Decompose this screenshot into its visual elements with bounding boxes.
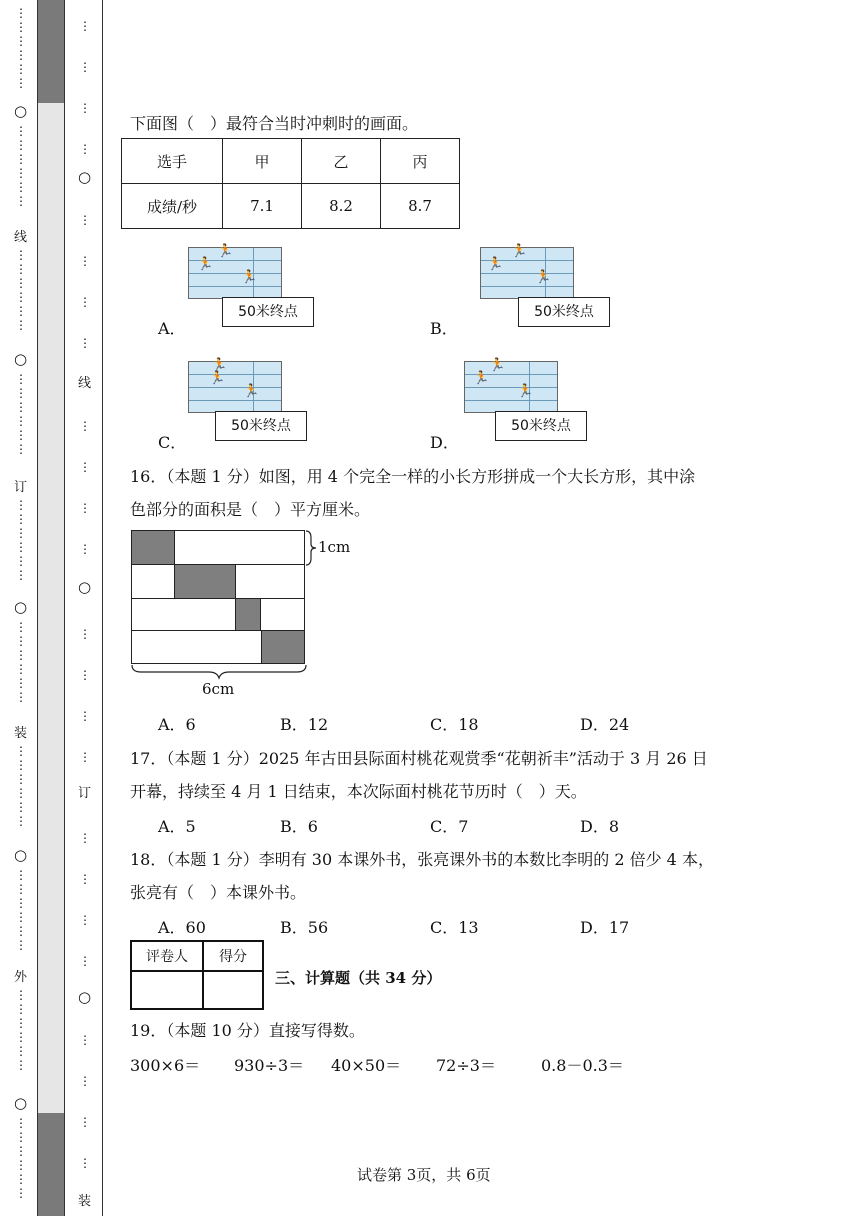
inner-mark-column bbox=[76, 0, 94, 1216]
q16-option-b: B．12 bbox=[280, 715, 329, 734]
shaded-square bbox=[131, 530, 175, 565]
score-box bbox=[130, 940, 264, 1010]
table-cell: 丙 bbox=[381, 139, 460, 184]
q19-item: 72÷3＝ bbox=[436, 1056, 496, 1075]
outer-mark-1: ○ bbox=[14, 102, 28, 120]
outer-mark-9: ○ bbox=[14, 1094, 28, 1112]
q16-line-2: 色部分的面积是（ ）平方厘米。 bbox=[130, 500, 371, 519]
q19-item: 930÷3＝ bbox=[234, 1056, 305, 1075]
table-header-row bbox=[122, 139, 460, 184]
q15-option-a-picture bbox=[188, 244, 282, 299]
finish-line-label: 50米终点 bbox=[222, 297, 314, 327]
inner-dots-6: ⋮ ⋮ ⋮ ⋮ bbox=[79, 1033, 91, 1170]
table-row bbox=[122, 184, 460, 229]
q18-line-1: 18．（本题 1 分）李明有 30 本课外书，张亮课外书的本数比李明的 2 倍少 4 本， bbox=[130, 850, 714, 869]
grader-label: 评卷人 bbox=[131, 941, 203, 971]
q15-option-b-picture bbox=[480, 244, 574, 299]
inner-mark-6: 装 bbox=[78, 1194, 92, 1209]
q16-option-c: C．18 bbox=[430, 715, 479, 734]
outer-dots-2: ⋮ ⋮ ⋮ ⋮ ⋮ ⋮ bbox=[15, 124, 27, 208]
q17-option-c: C．7 bbox=[430, 817, 469, 836]
outer-mark-2: 线 bbox=[14, 230, 28, 245]
inner-dots-1: ⋮ ⋮ ⋮ ⋮ bbox=[79, 19, 91, 156]
q16-line-1: 16．（本题 1 分）如图，用 4 个完全一样的小长方形拼成一个大长方形，其中涂 bbox=[130, 467, 696, 486]
q18-option-b: B．56 bbox=[280, 918, 329, 937]
width-label: 6cm bbox=[202, 680, 235, 698]
runner-icon: 🏃 bbox=[535, 270, 552, 285]
margin-line-2 bbox=[64, 0, 65, 1216]
q15-results-table bbox=[121, 138, 460, 229]
inner-dots-3: ⋮ ⋮ ⋮ ⋮ bbox=[79, 419, 91, 556]
finish-line-label: 50米终点 bbox=[518, 297, 610, 327]
inner-mark-5: ○ bbox=[78, 988, 92, 1006]
inner-mark-3: ○ bbox=[78, 578, 92, 596]
inner-dots-5: ⋮ ⋮ ⋮ ⋮ bbox=[79, 831, 91, 968]
runner-icon: 🏃 bbox=[489, 358, 506, 373]
grader-cell[interactable] bbox=[131, 971, 203, 1009]
q19-item: 300×6＝ bbox=[130, 1056, 201, 1075]
outer-mark-7: ○ bbox=[14, 846, 28, 864]
runner-icon: 🏃 bbox=[241, 270, 258, 285]
runner-icon: 🏃 bbox=[487, 257, 504, 272]
outer-dots-1: ⋮ ⋮ ⋮ ⋮ ⋮ ⋮ bbox=[15, 6, 27, 90]
outer-dots-8: ⋮ ⋮ ⋮ ⋮ ⋮ ⋮ bbox=[15, 868, 27, 952]
table-cell: 选手 bbox=[122, 139, 223, 184]
q19-item: 0.8－0.3＝ bbox=[541, 1056, 624, 1075]
table-cell: 成绩/秒 bbox=[122, 184, 223, 229]
shaded-square bbox=[174, 564, 236, 599]
outer-mark-3: ○ bbox=[14, 350, 28, 368]
width-brace bbox=[131, 664, 307, 680]
inner-mark-4: 订 bbox=[78, 786, 92, 801]
margin-dark-top bbox=[38, 0, 64, 103]
outer-mark-column bbox=[12, 0, 30, 1216]
q18-line-2: 张亮有（ ）本课外书。 bbox=[130, 883, 307, 902]
margin-dark-bottom bbox=[38, 1113, 64, 1216]
margin-line-3 bbox=[102, 0, 103, 1216]
runner-icon: 🏃 bbox=[211, 358, 228, 373]
runner-icon: 🏃 bbox=[473, 371, 490, 386]
outer-mark-4: 订 bbox=[14, 480, 28, 495]
q17-option-a: A．5 bbox=[158, 817, 196, 836]
q17-line-1: 17．（本题 1 分）2025 年古田县际面村桃花观赏季“花朝祈丰”活动于 3 月 26 日 bbox=[130, 749, 708, 768]
table-cell: 甲 bbox=[223, 139, 302, 184]
margin-line-1 bbox=[37, 0, 38, 1216]
q17-option-d: D．8 bbox=[580, 817, 620, 836]
runner-icon: 🏃 bbox=[243, 384, 260, 399]
score-cell[interactable] bbox=[203, 971, 263, 1009]
runner-icon: 🏃 bbox=[209, 371, 226, 386]
outer-mark-5: ○ bbox=[14, 598, 28, 616]
table-cell: 8.2 bbox=[302, 184, 381, 229]
inner-mark-2: 线 bbox=[78, 376, 92, 391]
finish-line-label: 50米终点 bbox=[215, 411, 307, 441]
q17-line-2: 开幕，持续至 4 月 1 日结束，本次际面村桃花节历时（ ）天。 bbox=[130, 782, 587, 801]
q18-option-d: D．17 bbox=[580, 918, 630, 937]
q15-prompt: 下面图（ ）最符合当时冲刺时的画面。 bbox=[130, 114, 419, 133]
section-3-title: 三、计算题（共 34 分） bbox=[275, 969, 442, 987]
q15-option-c-label: C． bbox=[158, 433, 187, 452]
q16-option-a: A．6 bbox=[158, 715, 196, 734]
finish-line-label: 50米终点 bbox=[495, 411, 587, 441]
score-label: 得分 bbox=[203, 941, 263, 971]
q17-option-b: B．6 bbox=[280, 817, 318, 836]
table-cell: 8.7 bbox=[381, 184, 460, 229]
margin-light-band bbox=[38, 103, 64, 1113]
runner-icon: 🏃 bbox=[517, 384, 534, 399]
outer-dots-7: ⋮ ⋮ ⋮ ⋮ ⋮ ⋮ bbox=[15, 744, 27, 828]
height-brace bbox=[305, 530, 317, 566]
outer-dots-6: ⋮ ⋮ ⋮ ⋮ ⋮ ⋮ bbox=[15, 620, 27, 704]
q15-option-d-picture bbox=[464, 358, 558, 413]
outer-dots-4: ⋮ ⋮ ⋮ ⋮ ⋮ ⋮ bbox=[15, 372, 27, 456]
q15-option-d-label: D． bbox=[430, 433, 459, 452]
runner-icon: 🏃 bbox=[511, 244, 528, 259]
runner-icon: 🏃 bbox=[217, 244, 234, 259]
shaded-square bbox=[235, 598, 261, 631]
shaded-square bbox=[261, 630, 305, 664]
table-cell: 7.1 bbox=[223, 184, 302, 229]
page-footer: 试卷第 3页，共 6页 bbox=[357, 1166, 491, 1184]
q16-option-d: D．24 bbox=[580, 715, 630, 734]
runner-icon: 🏃 bbox=[197, 257, 214, 272]
q16-figure bbox=[131, 530, 305, 664]
outer-mark-6: 装 bbox=[14, 726, 28, 741]
outer-dots-3: ⋮ ⋮ ⋮ ⋮ ⋮ ⋮ bbox=[15, 248, 27, 332]
q15-option-b-label: B． bbox=[430, 319, 458, 338]
q19-prompt: 19．（本题 10 分）直接写得数。 bbox=[130, 1021, 365, 1040]
q15-option-c-picture bbox=[188, 358, 282, 413]
outer-dots-5: ⋮ ⋮ ⋮ ⋮ ⋮ ⋮ bbox=[15, 498, 27, 582]
inner-mark-1: ○ bbox=[78, 168, 92, 186]
q15-option-a-label: A． bbox=[158, 319, 186, 338]
outer-mark-8: 外 bbox=[14, 970, 28, 985]
outer-dots-9: ⋮ ⋮ ⋮ ⋮ ⋮ ⋮ bbox=[15, 988, 27, 1072]
height-label: 1cm bbox=[318, 538, 351, 556]
inner-dots-4: ⋮ ⋮ ⋮ ⋮ bbox=[79, 627, 91, 764]
q18-option-a: A．60 bbox=[158, 918, 206, 937]
inner-dots-2: ⋮ ⋮ ⋮ ⋮ bbox=[79, 213, 91, 350]
q19-item: 40×50＝ bbox=[331, 1056, 402, 1075]
table-cell: 乙 bbox=[302, 139, 381, 184]
q18-option-c: C．13 bbox=[430, 918, 479, 937]
outer-dots-10: ⋮ ⋮ ⋮ ⋮ ⋮ ⋮ bbox=[15, 1116, 27, 1200]
